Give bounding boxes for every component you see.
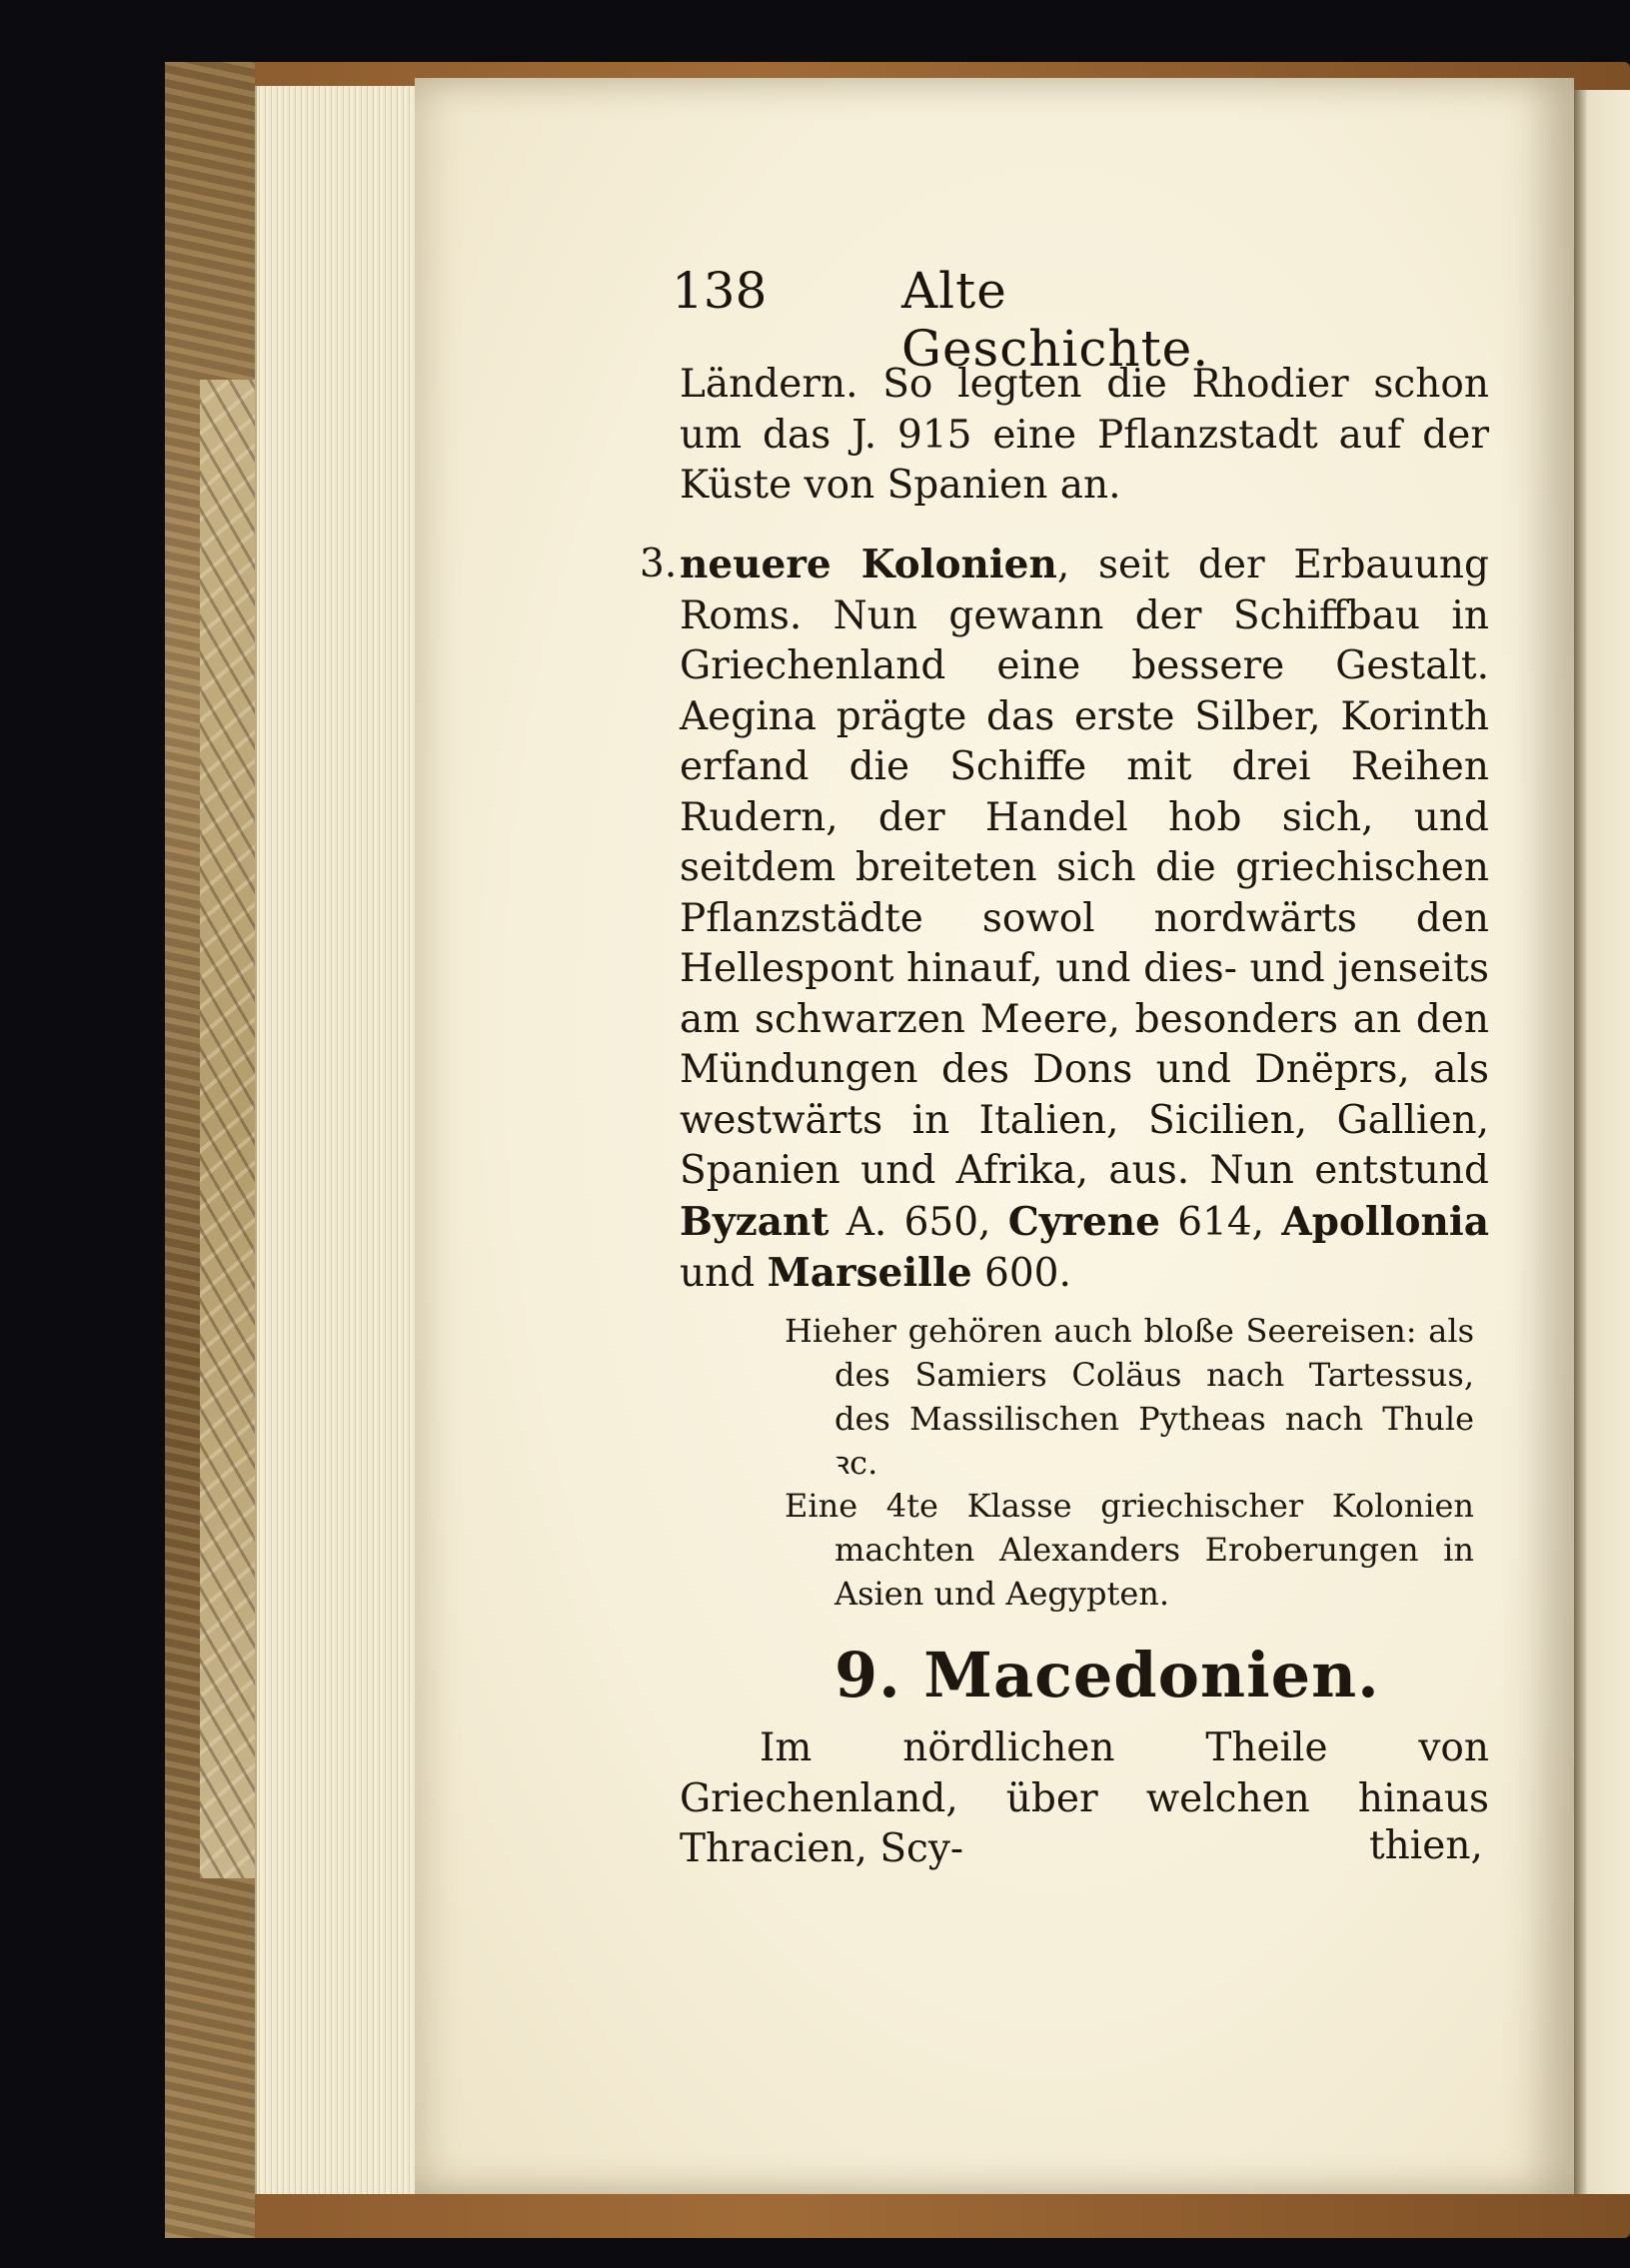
next-page-edge xyxy=(1574,90,1630,2194)
list-item-lead: neuere Kolonien xyxy=(680,542,1057,587)
list-item-number: 3. xyxy=(640,542,678,586)
list-item-text: , seit der Erbauung Roms. Nun gewann der Schiffbau in Griechenland eine bessere Gestalt. Aegina prägte das erste Silber, Korinth erfand die Schiffe mit drei Reihen Rudern, der Handel hob sich, und seitdem breiteten sich die griechischen Pflanzstädte sowol nordwärts den Hellespont hinauf, und dies- und jenseits am schwarzen Meere, besonders an den Mündungen des Dons und Dnëprs, als westwärts in Italien, Sicilien, Gallien, Spanien und Afrika, aus. Nun entstund xyxy=(680,543,1489,1193)
paragraph-macedonia: Im nördlichen Theile von Griechenland, über welchen hinaus Thracien, Scy- xyxy=(680,1725,1489,1871)
footnote-text: Eine 4te Klasse griechischer Kolonien machten Alexanders Eroberungen in Asien und Aegypten. xyxy=(785,1487,1474,1613)
year-text: 614, xyxy=(1159,1199,1282,1245)
page-edges xyxy=(255,86,417,2194)
footnote-text: Hieher gehören auch bloße Seereisen: als des Samiers Coläus nach Tartessus, des Massilischen Pytheas nach Thule ꝛc. xyxy=(785,1312,1474,1482)
year-text: 600. xyxy=(971,1251,1071,1296)
city-name: Apollonia xyxy=(1281,1198,1489,1245)
page-header xyxy=(672,262,1291,378)
section-heading: 9. Macedonien. xyxy=(834,1639,1380,1711)
year-text: A. 650, xyxy=(828,1199,1008,1245)
city-name: Byzant xyxy=(680,1198,829,1245)
running-title: Alte Geschichte. xyxy=(901,262,1210,378)
footnote-2 xyxy=(785,1484,1474,1616)
connector-text: und xyxy=(680,1251,768,1296)
catchword: thien, xyxy=(1369,1823,1483,1868)
city-name: Marseille xyxy=(767,1250,972,1296)
list-item-3 xyxy=(640,540,1489,1300)
city-name: Cyrene xyxy=(1007,1198,1160,1245)
footnote-1 xyxy=(785,1309,1474,1485)
page-number: 138 xyxy=(672,262,768,320)
marbled-endpaper xyxy=(200,380,260,1878)
paragraph-continuation: Ländern. So legten die Rhodier schon um das J. 915 eine Pflanzstadt auf der Küste von Spanien an. xyxy=(680,362,1489,508)
